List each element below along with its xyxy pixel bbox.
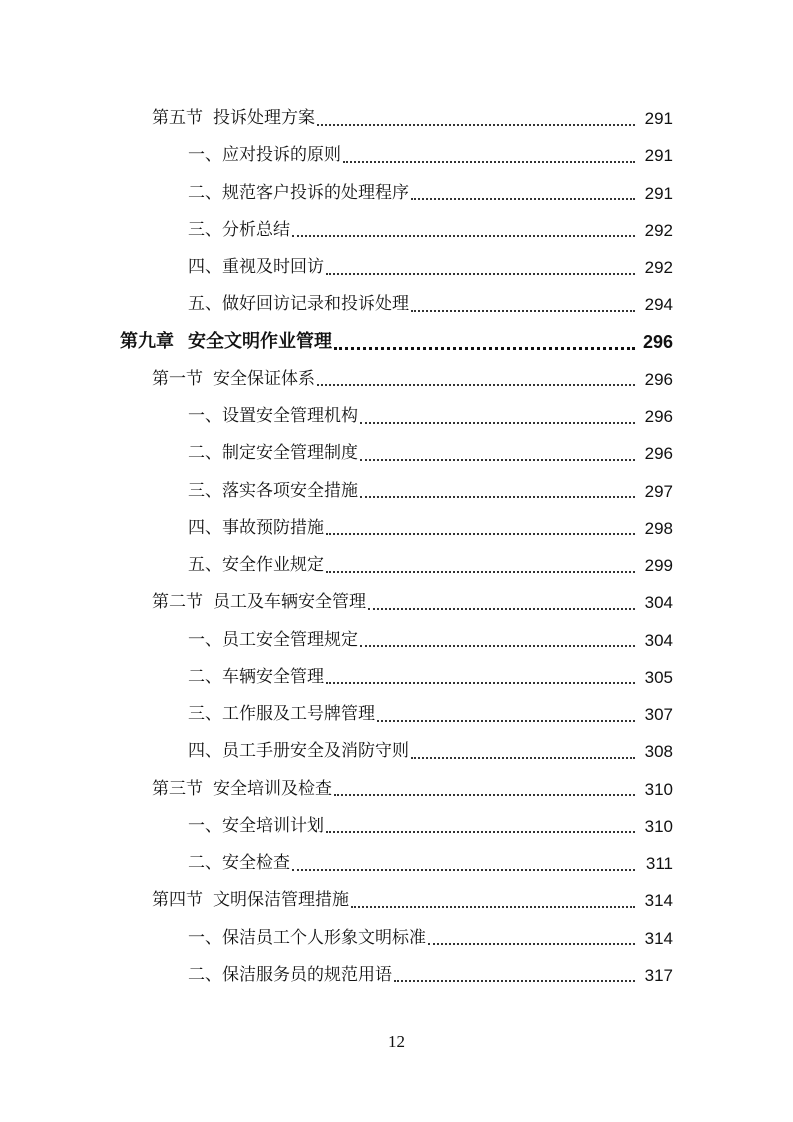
toc-entry-title: 做好回访记录和投诉处理 <box>222 294 409 315</box>
toc-entry-page: 308 <box>644 742 673 762</box>
toc-entry-page: 297 <box>644 481 673 501</box>
toc-entry-page: 291 <box>644 183 673 203</box>
toc-entry-page: 291 <box>644 146 673 166</box>
dot-leader <box>411 198 635 200</box>
toc-entry-section[interactable] <box>0 882 793 919</box>
toc-entry-item[interactable] <box>0 957 793 994</box>
toc-entry-page: 307 <box>644 705 673 725</box>
toc-entry-item[interactable] <box>0 622 793 659</box>
toc-entry-number: 二、 <box>188 964 222 985</box>
toc-entry-section[interactable] <box>0 771 793 808</box>
toc-entry-title: 安全作业规定 <box>222 555 324 576</box>
toc-entry-number: 第一节 <box>152 368 203 389</box>
toc-entry-page: 314 <box>644 891 673 911</box>
dot-leader <box>360 422 635 424</box>
toc-entry-title: 车辆安全管理 <box>222 666 324 687</box>
toc-entry-number: 三、 <box>188 480 222 501</box>
dot-leader <box>411 757 635 759</box>
toc-entry-title: 安全检查 <box>222 853 290 874</box>
toc-entry-number: 第九章 <box>120 331 174 353</box>
toc-entry-item[interactable] <box>0 845 793 882</box>
toc-entry-item[interactable] <box>0 286 793 323</box>
table-of-contents <box>0 100 793 994</box>
toc-entry-number: 二、 <box>188 666 222 687</box>
toc-entry-title: 安全文明作业管理 <box>188 331 332 353</box>
toc-entry-section[interactable] <box>0 100 793 137</box>
toc-entry-title: 保洁服务员的规范用语 <box>222 964 392 985</box>
toc-entry-page: 314 <box>644 928 673 948</box>
toc-entry-page: 311 <box>645 854 673 874</box>
toc-entry-page: 299 <box>644 556 673 576</box>
dot-leader <box>292 235 635 237</box>
dot-leader <box>360 645 635 647</box>
dot-leader <box>377 720 635 722</box>
toc-entry-number: 第三节 <box>152 778 203 799</box>
toc-entry-page: 317 <box>644 965 673 985</box>
toc-entry-item[interactable] <box>0 659 793 696</box>
toc-entry-title: 安全保证体系 <box>213 368 315 389</box>
dot-leader <box>343 161 635 163</box>
toc-entry-page: 296 <box>642 332 673 353</box>
toc-entry-item[interactable] <box>0 510 793 547</box>
toc-entry-item[interactable] <box>0 249 793 286</box>
toc-entry-title: 设置安全管理机构 <box>222 406 358 427</box>
dot-leader <box>326 533 635 535</box>
toc-entry-number: 三、 <box>188 704 222 725</box>
toc-entry-number: 四、 <box>188 517 222 538</box>
toc-entry-item[interactable] <box>0 212 793 249</box>
dot-leader <box>326 831 635 833</box>
toc-entry-chapter[interactable] <box>0 324 793 361</box>
toc-entry-number: 第五节 <box>152 108 203 129</box>
dot-leader <box>326 273 635 275</box>
toc-entry-item[interactable] <box>0 175 793 212</box>
toc-entry-page: 304 <box>644 593 673 613</box>
toc-entry-page: 292 <box>644 258 673 278</box>
toc-entry-item[interactable] <box>0 435 793 472</box>
toc-entry-item[interactable] <box>0 808 793 845</box>
toc-entry-number: 五、 <box>188 294 222 315</box>
page-number: 12 <box>388 1032 405 1051</box>
toc-entry-title: 规范客户投诉的处理程序 <box>222 182 409 203</box>
toc-entry-item[interactable] <box>0 473 793 510</box>
dot-leader <box>428 943 635 945</box>
toc-entry-title: 制定安全管理制度 <box>222 443 358 464</box>
toc-entry-page: 310 <box>644 779 673 799</box>
toc-entry-number: 一、 <box>188 145 222 166</box>
toc-entry-title: 安全培训及检查 <box>213 778 332 799</box>
dot-leader <box>317 124 635 126</box>
toc-entry-number: 二、 <box>188 853 222 874</box>
toc-entry-title: 工作服及工号牌管理 <box>222 704 375 725</box>
toc-entry-title: 落实各项安全措施 <box>222 480 358 501</box>
toc-entry-page: 291 <box>644 109 673 129</box>
toc-entry-number: 五、 <box>188 555 222 576</box>
toc-entry-number: 一、 <box>188 815 222 836</box>
toc-entry-item[interactable] <box>0 696 793 733</box>
toc-entry-title: 员工手册安全及消防守则 <box>222 741 409 762</box>
dot-leader <box>326 571 635 573</box>
toc-entry-title: 保洁员工个人形象文明标准 <box>222 927 426 948</box>
toc-entry-section[interactable] <box>0 584 793 621</box>
toc-entry-page: 296 <box>644 369 673 389</box>
toc-entry-title: 安全培训计划 <box>222 815 324 836</box>
toc-entry-number: 一、 <box>188 629 222 650</box>
toc-entry-number: 四、 <box>188 741 222 762</box>
toc-entry-title: 员工安全管理规定 <box>222 629 358 650</box>
toc-entry-number: 第四节 <box>152 890 203 911</box>
dot-leader <box>317 384 635 386</box>
dot-leader <box>411 310 635 312</box>
toc-entry-title: 分析总结 <box>222 219 290 240</box>
toc-entry-title: 文明保洁管理措施 <box>213 890 349 911</box>
toc-entry-number: 二、 <box>188 182 222 203</box>
dot-leader <box>351 906 635 908</box>
toc-entry-number: 二、 <box>188 443 222 464</box>
toc-entry-title: 投诉处理方案 <box>213 108 315 129</box>
toc-entry-item[interactable] <box>0 920 793 957</box>
toc-entry-number: 一、 <box>188 406 222 427</box>
dot-leader <box>292 869 635 871</box>
toc-entry-page: 294 <box>644 295 673 315</box>
toc-entry-page: 296 <box>644 444 673 464</box>
toc-entry-title: 应对投诉的原则 <box>222 145 341 166</box>
dot-leader <box>360 459 635 461</box>
dot-leader <box>360 496 635 498</box>
toc-entry-page: 296 <box>644 407 673 427</box>
toc-entry-number: 第二节 <box>152 592 203 613</box>
toc-entry-page: 292 <box>644 220 673 240</box>
toc-entry-number: 四、 <box>188 257 222 278</box>
toc-entry-page: 304 <box>644 630 673 650</box>
toc-entry-item[interactable] <box>0 733 793 770</box>
toc-entry-item[interactable] <box>0 547 793 584</box>
toc-entry-number: 三、 <box>188 219 222 240</box>
dot-leader <box>334 794 635 796</box>
toc-entry-title: 重视及时回访 <box>222 257 324 278</box>
dot-leader <box>334 347 635 350</box>
toc-entry-item[interactable] <box>0 398 793 435</box>
dot-leader <box>394 980 635 982</box>
toc-entry-number: 一、 <box>188 927 222 948</box>
toc-entry-page: 298 <box>644 518 673 538</box>
toc-entry-section[interactable] <box>0 361 793 398</box>
toc-entry-page: 305 <box>644 667 673 687</box>
toc-entry-title: 事故预防措施 <box>222 517 324 538</box>
toc-entry-item[interactable] <box>0 137 793 174</box>
toc-entry-title: 员工及车辆安全管理 <box>213 592 366 613</box>
dot-leader <box>368 608 635 610</box>
dot-leader <box>326 682 635 684</box>
toc-entry-page: 310 <box>644 816 673 836</box>
